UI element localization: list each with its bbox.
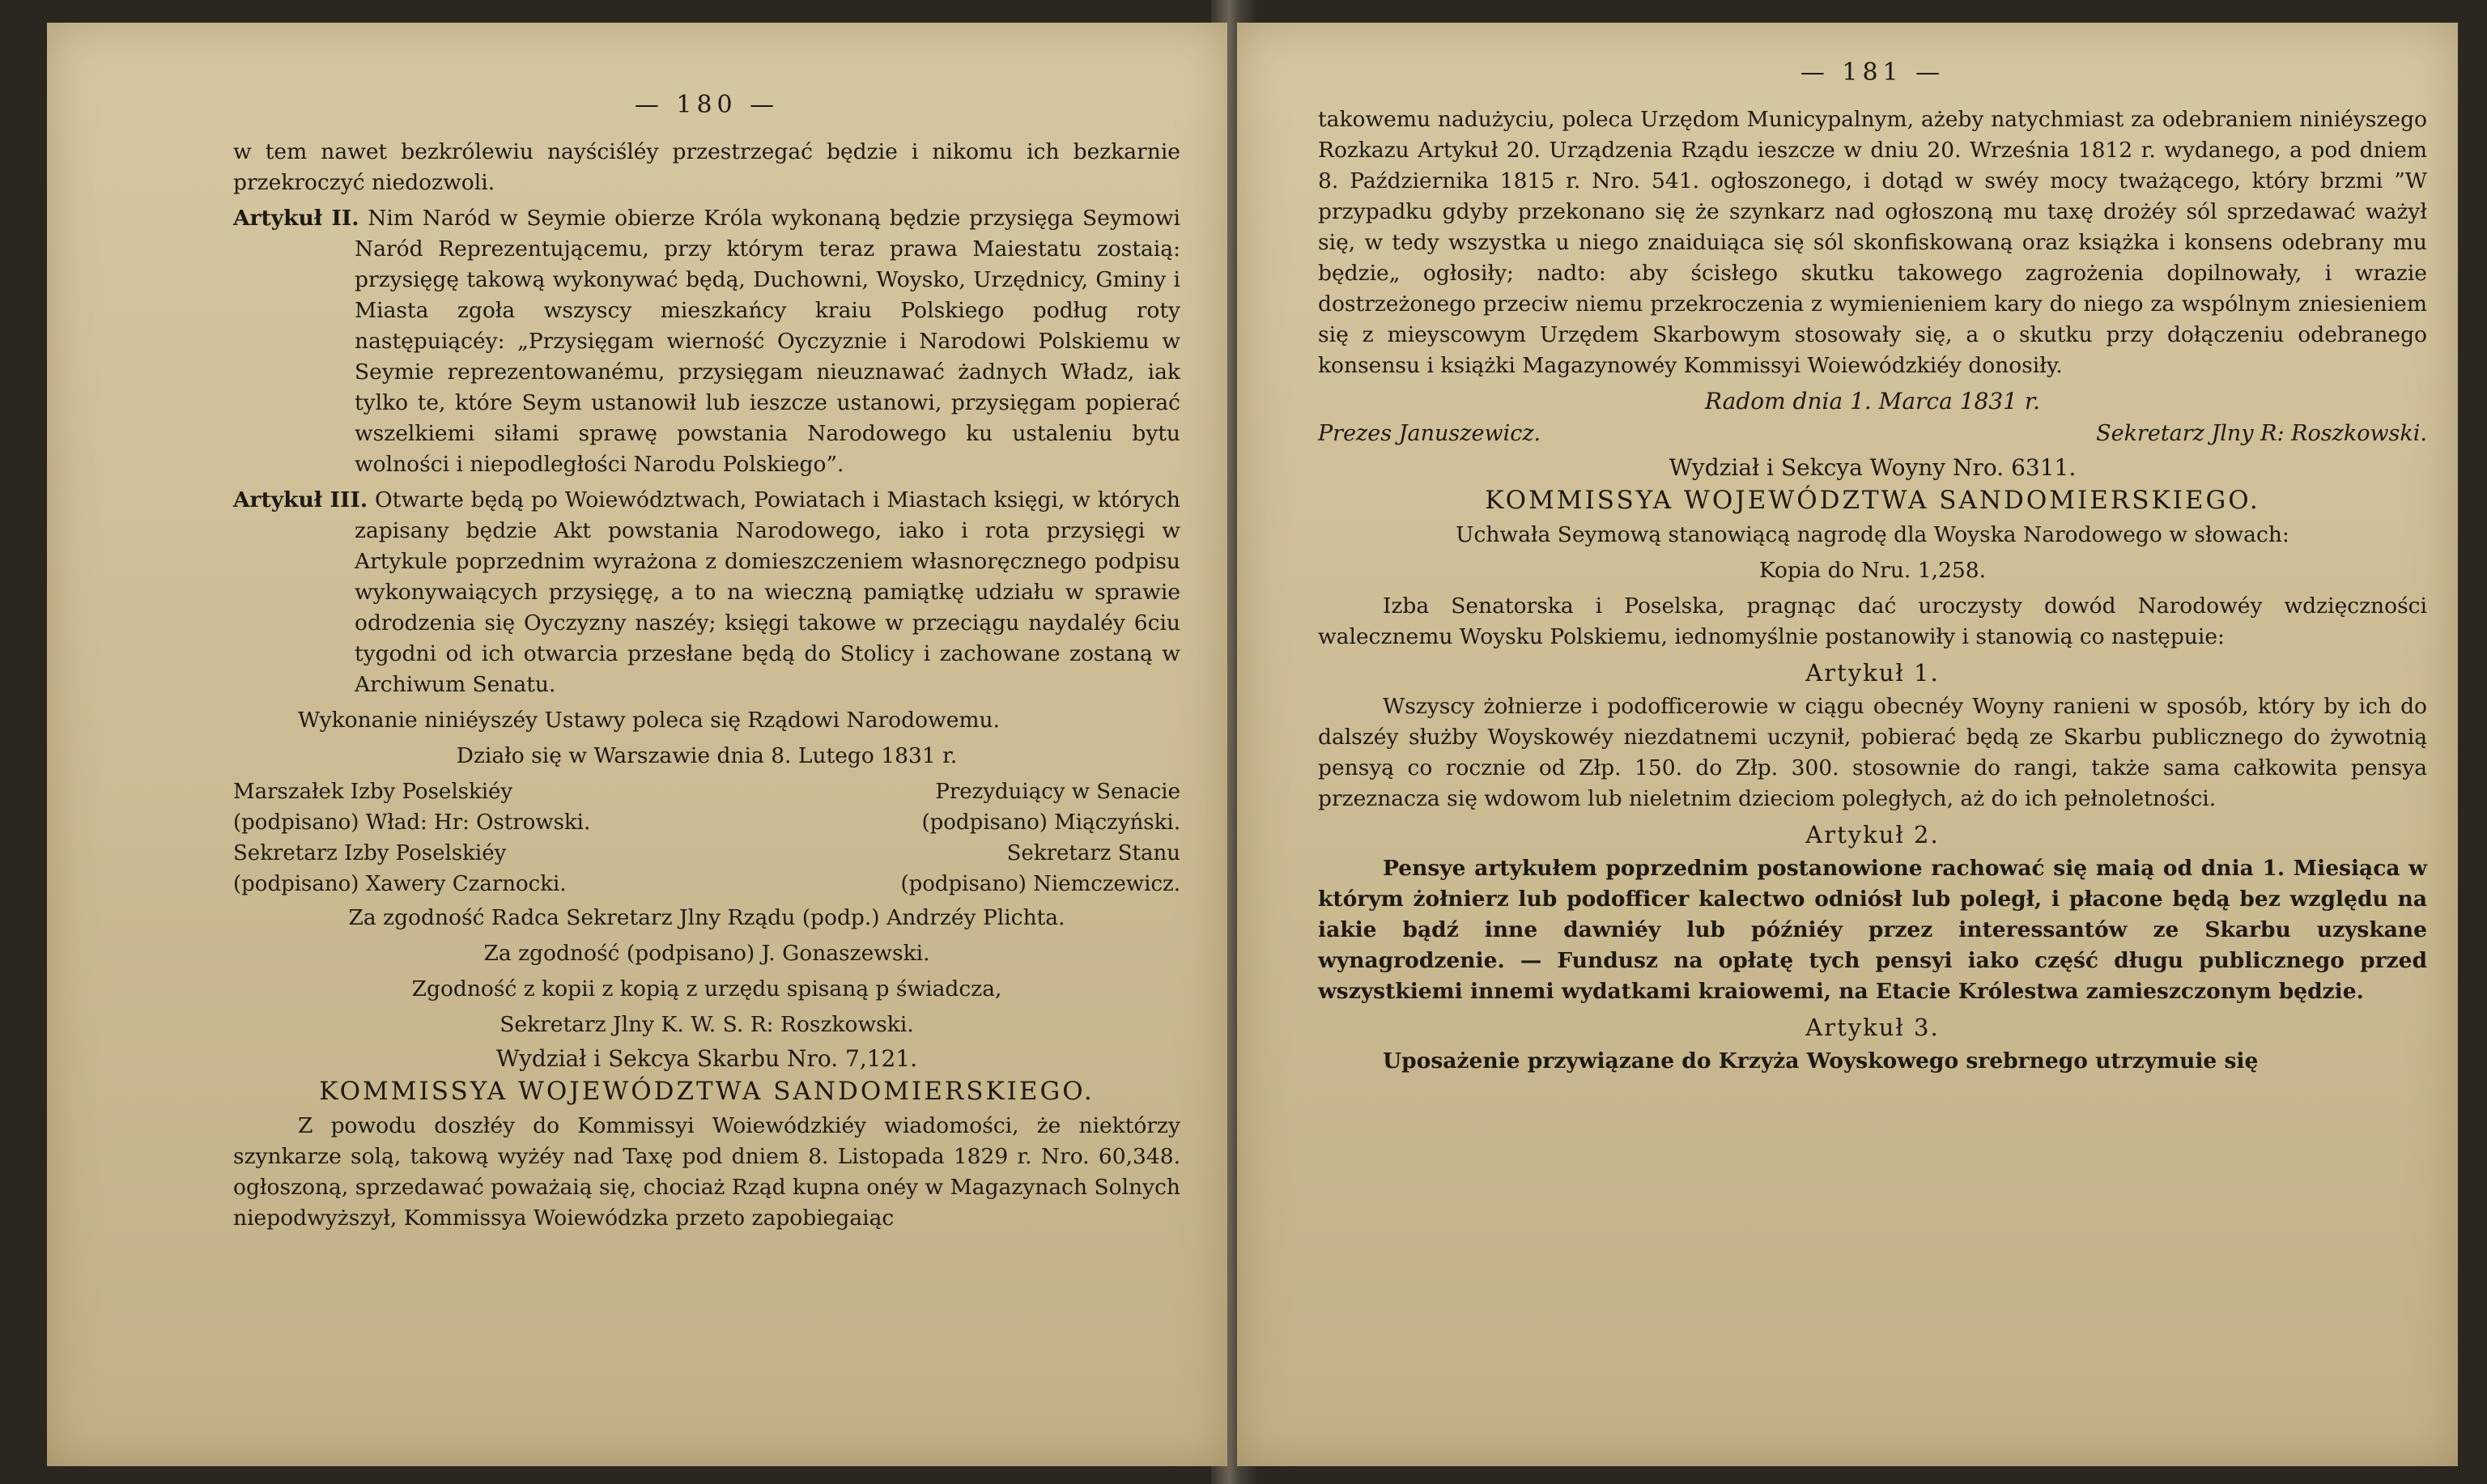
resolution-title: Uchwała Seymową stanowiącą nagrodę dla Woyska Narodowego w słowach: [1456,522,2289,547]
right-page-content [1318,58,2427,1082]
department-line-right: Wydział i Sekcya Woyny Nro. 6311. [1669,454,2077,481]
article-3-paragraph [233,485,1180,700]
left-page [47,23,1227,1466]
signature-president-title: Prezyduiący w Senacie [935,780,1180,804]
execution-line: Wykonanie niniéyszéy Ustawy poleca się Rządowi Narodowemu. [298,708,1001,733]
article-3-text-right: Uposażenie przywiązane do Krzyża Woyskowego srebrnego utrzymuie się [1383,1048,2259,1074]
article-3-text: Otwarte będą po Woiewództwach, Powiatach i Miastach księgi, w których zapisany będzie Akt powstania Narodowego, iako i rota przysięgi w Artykule poprzednim wyrażona z domieszczeniem własnoręcznego podpisu wykonywaiących przysięgę, a to na wieczną pamiątkę udziału w sprawie odrodzenia się Oyczyzny naszéy; księgi takowe w przeciągu naydaléy 6ciu tygodni od ich otwarcia przesłane będą do Stolicy i zachowane zostaną w Archiwum Senatu. [355,487,1180,697]
conformity-line-3: Zgodność z kopii z kopią z urzędu spisaną p świadcza, [411,976,1002,1001]
article-3-title: Artykuł 3. [1805,1014,1940,1041]
article-2-label: Artykuł II. [233,206,359,231]
signature-secretary-title: Sekretarz Izby Poselskiéy [233,841,507,865]
left-page-content [233,91,1180,1239]
signature-row [1318,421,2427,446]
intro-paragraph: w tem nawet bezkrólewiu nayściśléy przestrzegać będzie i nikomu ich bezkarnie przekroczyć niedozwoli. [233,139,1180,195]
article-1-text: Wszyscy żołnierze i podofficerowie w ciągu obecnéy Woyny ranieni w sposób, który by ich do dalszéy służby Woyskowéy niezdatnemi uczynił, pobierać będą ze Skarbu publicznego do żywotnią pensyą co rocznie od Złp. 150. do Złp. 300. stosownie do rangi, także sama całkowita pensya przeznacza się wdowom lub nieletnim dzieciom poległych, aż do ich pełnoletności. [1318,694,2427,811]
conformity-line-2: Za zgodność (podpisano) J. Gonaszewski. [483,941,930,966]
president-signature: Prezes Januszewicz. [1318,421,1541,446]
page-number-left: — 180 — [634,91,780,119]
signature-marshal-title: Marszałek Izby Poselskiéy [233,780,513,804]
right-page [1237,23,2458,1466]
page-number-right: — 181 — [1800,58,1945,87]
article-2-text: Nim Naród w Seymie obierze Króla wykonaną będzie przysięga Seymowi Naród Reprezentującemu, przy którym teraz prawa Maiestatu zostaią: przysięgę takową wykonywać będą, Duchowni, Woysko, Urzędnicy, Gminy i Miasta zgoła wszyscy mieszkańcy kraiu Polskiego podług roty następuiącéy: „Przysięgam wierność Oyczyznie i Narodowi Polskiemu w Seymie reprezentowanému, przysięgam nieuznawać żadnych Władz, iak tylko te, które Seym ustanowił lub ieszcze ustanowi, przysięgam popierać wszelkiemi siłami sprawę powstania Narodowego ku ustaleniu bytu wolności i niepodległości Narodu Polskiego”. [355,206,1180,477]
conformity-line-1: Za zgodność Radca Sekretarz Jlny Rządu (podp.) Andrzéy Plichta. [348,905,1065,930]
article-2-title: Artykuł 2. [1805,821,1940,848]
copy-line: Kopia do Nru. 1,258. [1758,558,1987,583]
department-line-left: Wydział i Sekcya Skarbu Nro. 7,121. [495,1045,918,1072]
article-2-text-right: Pensye artykułem poprzednim postanowione rachować się maią od dnia 1. Miesiąca w którym żołnierz lub podofficer kalectwo odniósł lub poległ, i płacone będą bez względu na iakie bądź inne dawniéy lub późniéy przez interessantów ze Skarbu uzyskane wynagrodzenie. — Fundusz na opłatę tych pensyi iako część długu publicznego przed wszystkiemi innemi wydatkami kraiowemi, na Etacie Królestwa zamieszczonym będzie. [1318,856,2427,1004]
commission-heading-right: KOMMISSYA WOJEWÓDZTWA SANDOMIERSKIEGO. [1485,486,2260,515]
date-line: Radom dnia 1. Marca 1831 r. [1704,388,2041,415]
signature-secretary-name: (podpisano) Xawery Czarnocki. [233,872,567,896]
article-3-label: Artykuł III. [233,487,368,512]
continuation-paragraph: takowemu nadużyciu, poleca Urzędom Municypalnym, ażeby natychmiast za odebraniem niniéyszego Rozkazu Artykuł 20. Urządzenia Rządu ieszcze w dniu 20. Września 1812 r. wydanego, a pod dniem 8. Października 1815 r. Nro. 541. ogłoszonego, i dotąd w swéy mocy tważącego, który brzmi ”W przypadku gdyby przekonano się że szynkarz nad ogłoszoną mu taxę drożéy sól sprzedawać ważył się, w tedy wszystka u niego znaiduiąca się sól skonfiskowaną oraz książka i konsens odebrany mu będzie„ ogłosiły; nadto: aby ścisłego skutku takowego zagrożenia dopilnowały, i wrazie dostrzeżonego przeciw niemu przekroczenia z wymienieniem kary do niego za wspólnym zniesieniem się z mieyscowym Urzędem Skarbowym stosowały się, a o skutku przy dołączeniu odebranego konsensu i książki Magazynowéy Kommissyi Woiewódzkiéy donosiły. [1318,107,2427,378]
signature-state-secretary-name: (podpisano) Niemczewicz. [900,872,1180,896]
signature-state-secretary-title: Sekretarz Stanu [1006,841,1180,865]
secretary-signature: Sekretarz Jlny R: Roszkowski. [2096,421,2427,446]
resolution-intro: Izba Senatorska i Poselska, pragnąc dać uroczysty dowód Narodowéy wdzięczności walecznemu Woysku Polskiemu, iednomyślnie postanowiły i stanowią co następuie: [1318,593,2427,649]
done-at-line: Działo się w Warszawie dnia 8. Lutego 1831 r. [456,743,958,768]
article-1-title: Artykuł 1. [1805,659,1940,687]
conformity-line-4: Sekretarz Jlny K. W. S. R: Roszkowski. [500,1012,914,1037]
commission-heading-left: KOMMISSYA WOJEWÓDZTWA SANDOMIERSKIEGO. [319,1077,1095,1106]
article-2-paragraph [233,203,1180,480]
signatures-block [233,776,1180,899]
signature-president-name: (podpisano) Miączyński. [921,810,1180,835]
signature-marshal-name: (podpisano) Wład: Hr: Ostrowski. [233,810,591,835]
salt-notice-paragraph: Z powodu doszłéy do Kommissyi Woiewódzkiéy wiadomości, że niektórzy szynkarze solą, takową wyżéy nad Taxę pod dniem 8. Listopada 1829 r. Nro. 60,348. ogłoszoną, sprzedawać poważaią się, chociaż Rząd kupna onéy w Magazynach Solnych niepodwyższył, Kommissya Woiewódzka przeto zapobiegaiąc [233,1113,1180,1231]
